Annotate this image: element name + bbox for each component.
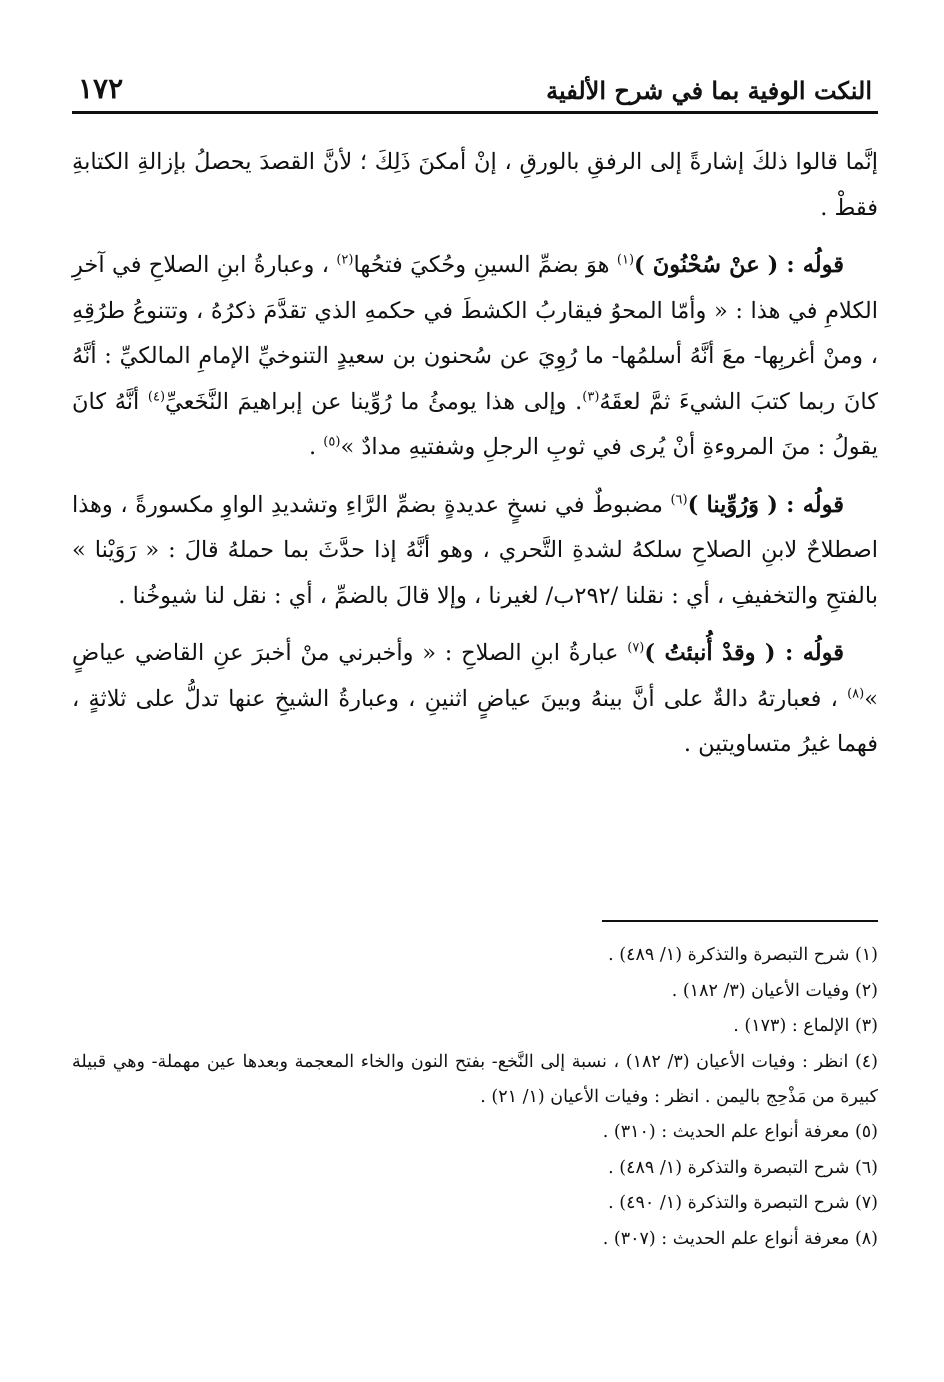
- footnote-number: (٨): [854, 1228, 878, 1249]
- footnote-item: [72, 938, 878, 973]
- quoted-term: قولُه : ( عنْ سُحْنُونَ ): [634, 252, 844, 278]
- paragraph-3: [72, 483, 878, 620]
- footnote-ref[interactable]: (٨): [847, 686, 865, 701]
- footnote-item: [72, 1222, 878, 1257]
- page-header: [72, 60, 878, 114]
- footnote-item: [72, 1009, 878, 1044]
- paragraph-text: . وإلى هذا يومئُ ما رُوِّينا عن إبراهيمَ النَّخَعيِّ: [165, 388, 583, 415]
- footnote-number: (٧): [854, 1193, 878, 1213]
- footnote-ref[interactable]: (٥): [323, 434, 341, 450]
- footnote-number: (١): [854, 945, 878, 965]
- quoted-term: قولُه : ( وقدْ أُنبئتُ ): [644, 640, 844, 666]
- footnote-ref[interactable]: (٢): [336, 252, 354, 268]
- paragraph-text: .: [308, 434, 324, 460]
- footnote-ref[interactable]: (٦): [670, 492, 688, 507]
- footnote-text: وفيات الأعيان (٣/ ١٨٢) .: [671, 980, 850, 1001]
- paragraph-text: ، فعبارتهُ دالةٌ على أنَّ بينهُ وبينَ عياضٍ اثنينِ ، وعبارةُ الشيخِ عنها تدلُّ على ثلاثةٍ ، فهما غيرُ متساويتين .: [72, 685, 878, 757]
- footnote-item: [72, 1045, 878, 1115]
- footnote-text: شرح التبصرة والتذكرة (١/ ٤٩٠) .: [608, 1193, 850, 1213]
- paragraph-text: مضبوطٌ في نسخٍ عديدةٍ بضمِّ الرَّاءِ وتشديدِ الواوِ مكسورةً ، وهذا اصطلاحٌ لابنِ الصلاحِ سلكهُ لشدةِ التَّحري ، وهو أنَّهُ إذا حدَّثَ بما حملهُ قالَ : « رَوَيْنا » بالفتحِ والتخفيفِ ، أي : نقلنا /٢٩٢ب/ لغيرنا ، وإلا قالَ بالضمِّ ، أي : نقل لنا شيوخُنا .: [72, 491, 878, 609]
- footnote-text: شرح التبصرة والتذكرة (١/ ٤٨٩) .: [608, 1157, 850, 1178]
- footnote-separator: [602, 920, 878, 922]
- footnote-number: (٥): [854, 1122, 878, 1142]
- footnote-text: الإلماع : (١٧٣) .: [733, 1016, 850, 1036]
- paragraph-1: [72, 140, 878, 231]
- footnote-number: (٣): [854, 1016, 878, 1036]
- page-number: ١٧٢: [78, 72, 124, 105]
- paragraph-2: [72, 243, 878, 471]
- footnote-ref[interactable]: (٣): [582, 389, 600, 404]
- footnote-number: (٦): [854, 1157, 878, 1178]
- paragraph-text: عبارةُ ابنِ الصلاحِ : « وأخبرني منْ أخبرَ عنِ القاضي عياضٍ »: [72, 640, 878, 712]
- footnote-ref[interactable]: (٧): [627, 640, 645, 656]
- footnote-item: [72, 1151, 878, 1186]
- footnote-text: شرح التبصرة والتذكرة (١/ ٤٨٩) .: [608, 945, 850, 965]
- footnote-item: [72, 1186, 878, 1221]
- footnote-item: [72, 974, 878, 1009]
- quoted-term: قولُه : ( وَرُوِّينا ): [687, 491, 845, 518]
- footnote-number: (٢): [854, 980, 878, 1001]
- footnote-text: معرفة أنواع علم الحديث : (٣٠٧) .: [602, 1228, 850, 1249]
- paragraph-text: أنَّهُ كانَ يقولُ : منَ المروءةِ أنْ يُرى في ثوبِ الرجلِ وشفتيهِ مدادٌ »: [72, 388, 878, 460]
- footnote-item: [72, 1115, 878, 1150]
- page: [72, 60, 878, 1249]
- paragraph-text: هوَ بضمِّ السينِ وحُكيَ فتحُها: [353, 252, 617, 278]
- paragraph-4: [72, 631, 878, 768]
- footnote-number: (٤): [854, 1051, 878, 1072]
- footnote-ref[interactable]: (٤): [147, 389, 166, 404]
- footnotes: [72, 938, 878, 1257]
- footnote-ref[interactable]: (١): [616, 252, 635, 268]
- main-text: [72, 140, 878, 768]
- footnote-text: انظر : وفيات الأعيان (٣/ ١٨٢) ، نسبة إلى النَّخع- بفتح النون والخاء المعجمة وبعدها عين مهملة- وهي قبيلة كبيرة من مَذْحِج باليمن . انظر : وفيات الأعيان (١/ ٢١) .: [72, 1051, 878, 1107]
- running-title: النكت الوفية بما في شرح الألفية: [546, 76, 872, 105]
- footnote-text: معرفة أنواع علم الحديث : (٣١٠) .: [602, 1122, 850, 1142]
- paragraph-text: إنَّما قالوا ذلكَ إشارةً إلى الرفقِ بالورقِ ، إنْ أمكنَ ذَلِكَ ؛ لأنَّ القصدَ يحصلُ بإزالةِ الكتابةِ فقطْ .: [72, 149, 878, 221]
- paragraph-text: ، وعبارةُ ابنِ الصلاحِ في آخرِ الكلامِ في هذا : « وأمّا المحوُ فيقاربُ الكشطَ في حكمهِ الذي تقدَّمَ ذكرُهُ ، وتتنوعُ طرُقِهِ ، ومنْ أغربِها- معَ أنَّهُ أسلمُها- ما رُوِيَ عن سُحنون بن سعيدٍ التنوخيِّ الإمامِ المالكيِّ : أنَّهُ كانَ ربما كتبَ الشيءَ ثمَّ لعقَهُ: [72, 252, 878, 415]
